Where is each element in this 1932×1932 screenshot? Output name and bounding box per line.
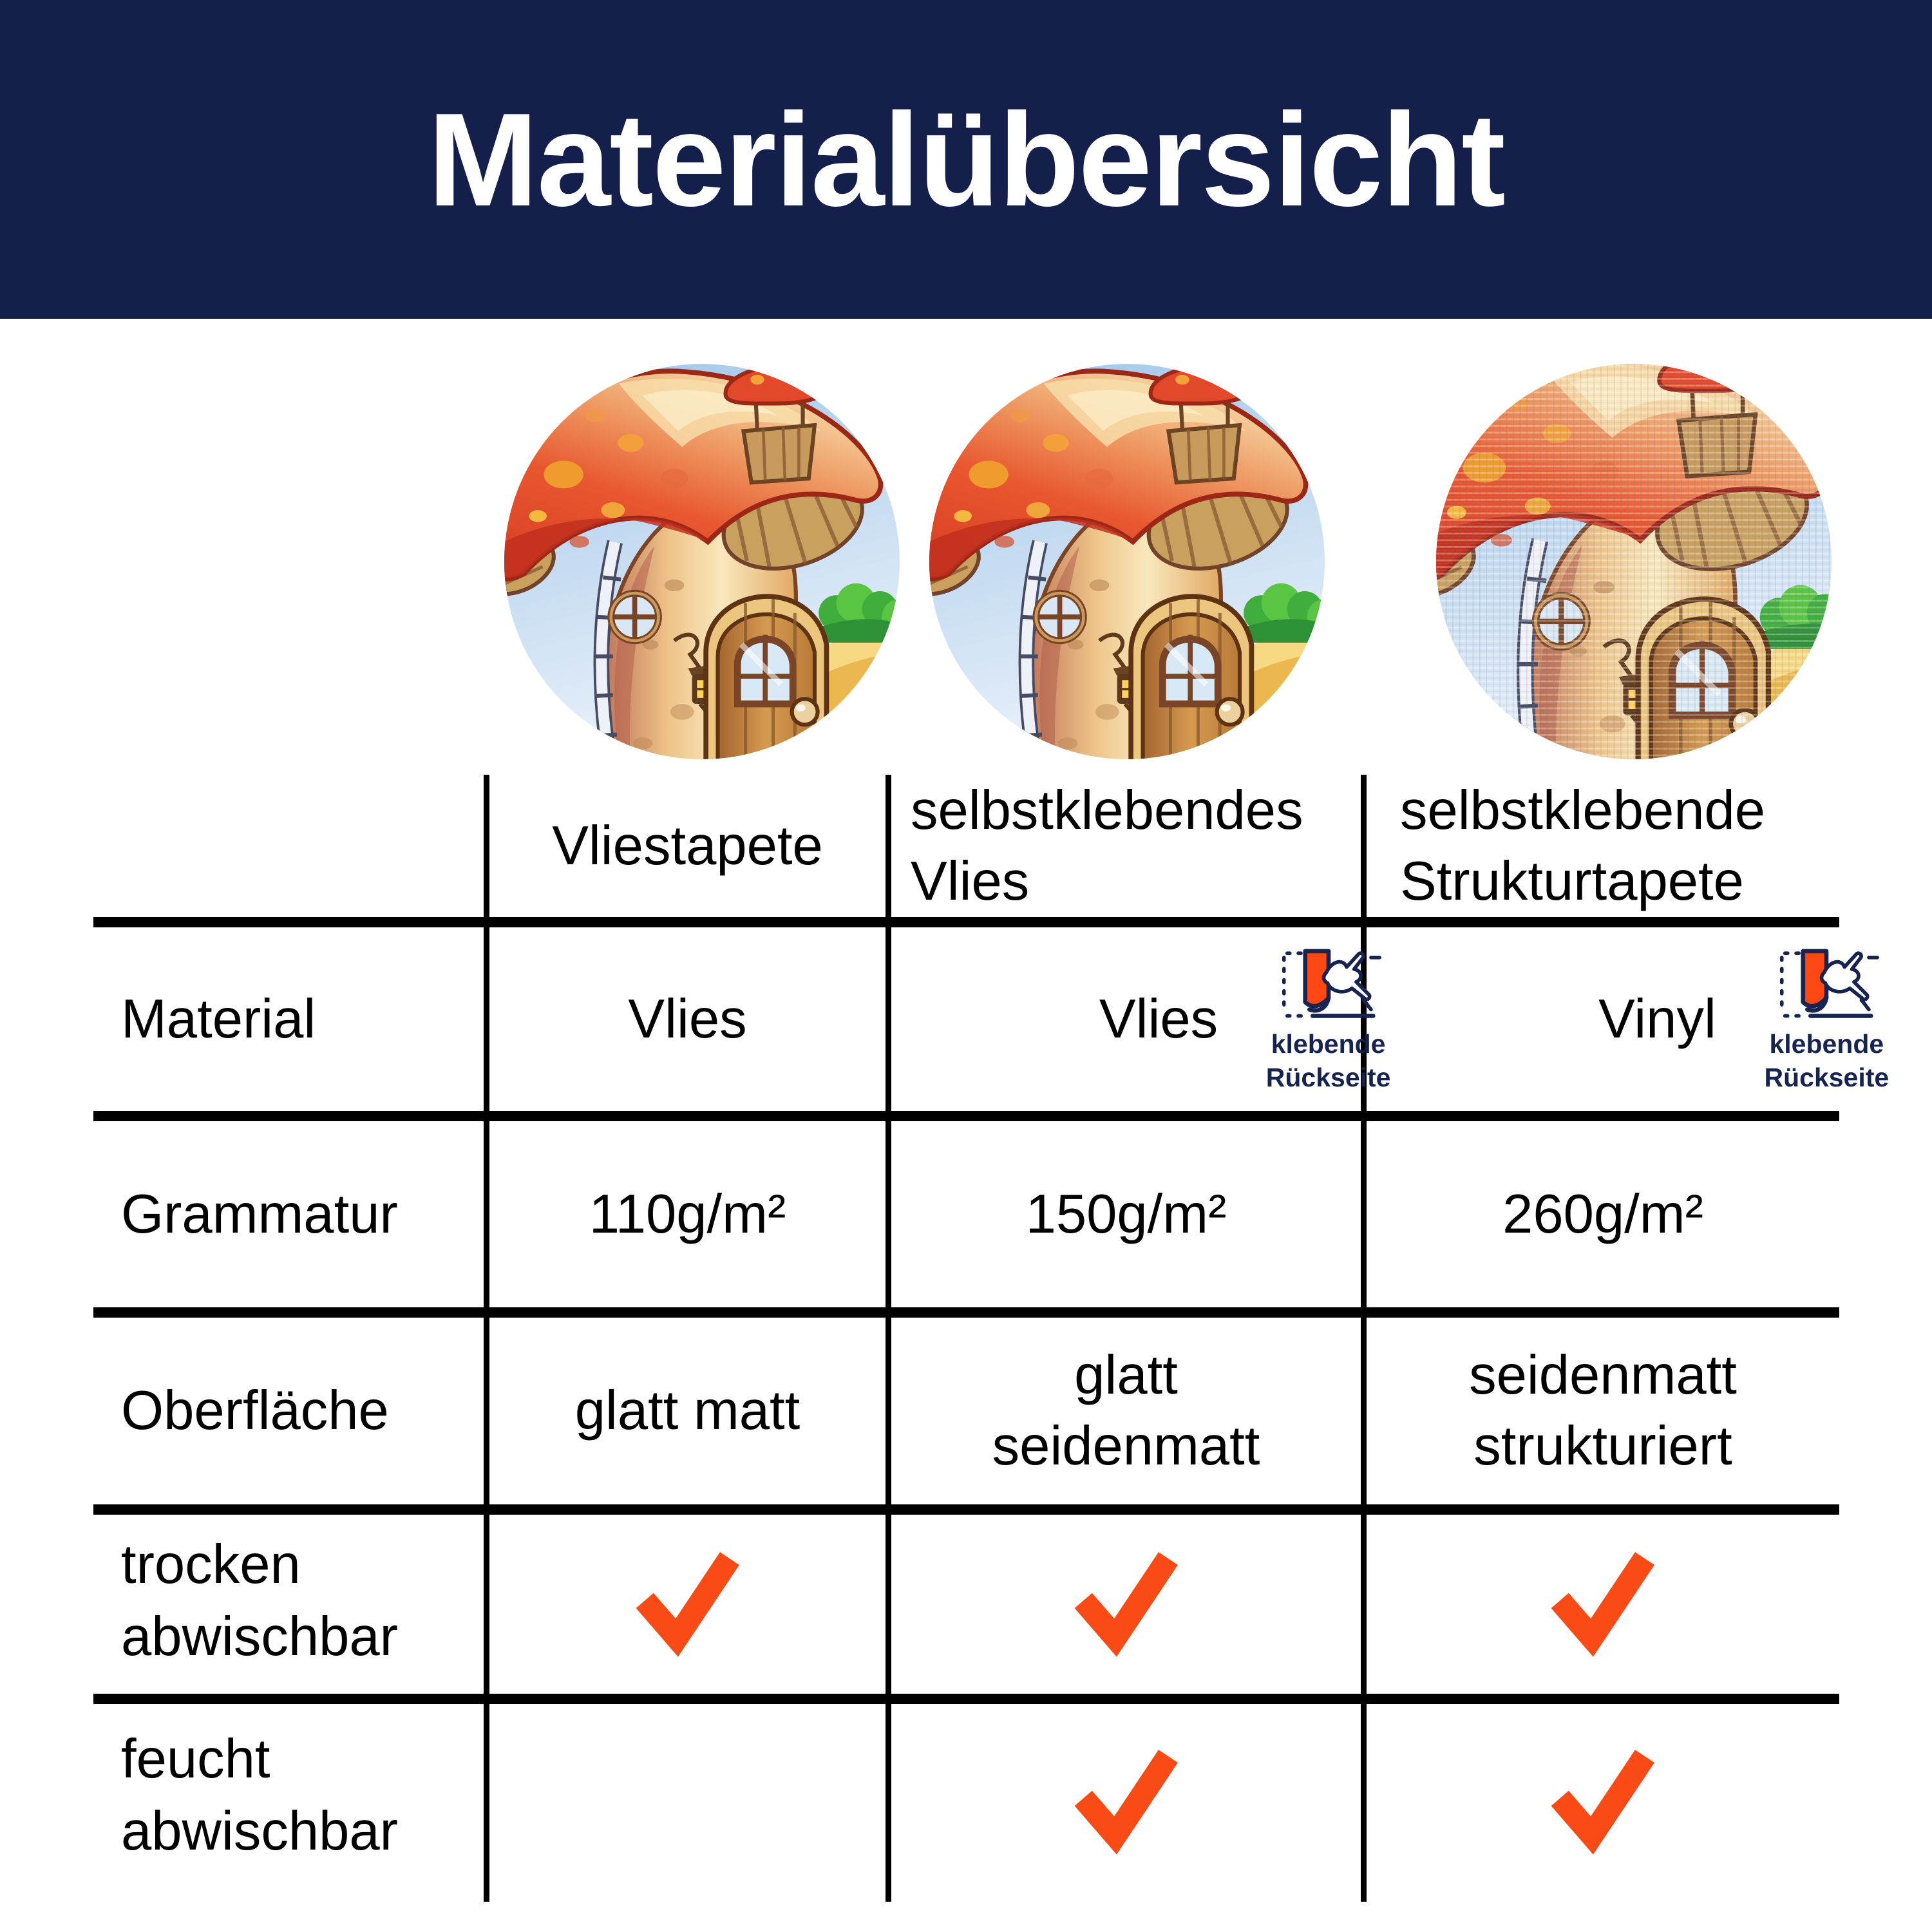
checkmark-icon [1555, 1550, 1651, 1658]
product-image-selbstklebendes-vlies [929, 364, 1325, 759]
badge-label: Rückseite [1265, 1063, 1391, 1092]
cell-oberflaeche-vliestapete: glatt matt [574, 1380, 800, 1441]
row-label-oberflaeche: Oberfläche [121, 1380, 389, 1441]
checkmark-icon [639, 1550, 736, 1658]
cell-trocken-check-strukturtapete [1367, 1515, 1839, 1694]
table-horizontal-line [93, 917, 1839, 927]
product-image-vliestapete [504, 364, 900, 759]
column-header-line: selbstklebendes [911, 779, 1303, 841]
adhesive-back-badge [1757, 945, 1896, 1094]
column-header-line: Strukturtapete [1400, 850, 1744, 912]
row-label-material: Material [121, 989, 316, 1050]
column-header-strukturtapete [1367, 775, 1873, 917]
mushroom-house-illustration [504, 364, 900, 759]
cell-oberflaeche-strukturtapete: seidenmatt strukturiert [1469, 1345, 1737, 1477]
checkmark-icon [1078, 1550, 1175, 1658]
cell-feucht-check-strukturtapete [1367, 1704, 1839, 1900]
cell-grammatur-selbstklebendes-vlies: 150g/m² [1025, 1183, 1227, 1245]
cell-grammatur-vliestapete: 110g/m² [589, 1183, 786, 1245]
row-label-trocken-abwischbar: trocken abwischbar [121, 1534, 398, 1667]
cell-grammatur-strukturtapete: 260g/m² [1502, 1183, 1703, 1245]
product-image-strukturtapete [1436, 364, 1832, 759]
column-header-vliestapete [489, 775, 886, 917]
table-vertical-line [484, 775, 489, 1902]
cell-trocken-check-selbstklebendes-vlies [891, 1515, 1361, 1694]
header-banner [0, 0, 1932, 319]
cell-oberflaeche-selbstklebendes-vlies: glatt seidenmatt [992, 1345, 1260, 1477]
row-label-grammatur: Grammatur [121, 1184, 398, 1245]
column-header-selbstklebendes-vlies [891, 775, 1380, 917]
checkmark-icon [1555, 1748, 1651, 1856]
badge-label: Rückseite [1764, 1063, 1889, 1092]
cell-feucht-check-selbstklebendes-vlies [891, 1704, 1361, 1900]
column-header-line: selbstklebende [1400, 779, 1766, 841]
badge-label: klebende [1769, 1029, 1884, 1059]
cell-trocken-check-vliestapete [489, 1515, 886, 1694]
mushroom-house-illustration-textured [1436, 364, 1832, 759]
table-vertical-line [886, 775, 891, 1902]
cell-material-selbstklebendes-vlies: Vlies klebende Rückseite [891, 928, 1483, 1111]
badge-label: klebende [1271, 1029, 1386, 1059]
row-label-feucht-abwischbar: feucht abwischbar [121, 1728, 398, 1862]
table-horizontal-line [93, 1111, 1839, 1121]
mushroom-house-illustration [929, 364, 1325, 759]
table-horizontal-line [93, 1694, 1839, 1704]
table-horizontal-line [93, 1504, 1839, 1515]
peel-sticker-icon [1771, 945, 1882, 1023]
cell-material-vliestapete: Vlies [628, 989, 747, 1050]
column-header-line: Vliestapete [552, 815, 823, 876]
page-title: Materialübersicht [428, 85, 1504, 234]
cell-material-strukturtapete: Vinyl klebende Rückseite [1367, 928, 1932, 1111]
checkmark-icon [1078, 1748, 1175, 1856]
cell-feucht-check-vliestapete [489, 1704, 886, 1900]
column-header-line: Vlies [911, 850, 1030, 912]
table-horizontal-line [93, 1307, 1839, 1318]
